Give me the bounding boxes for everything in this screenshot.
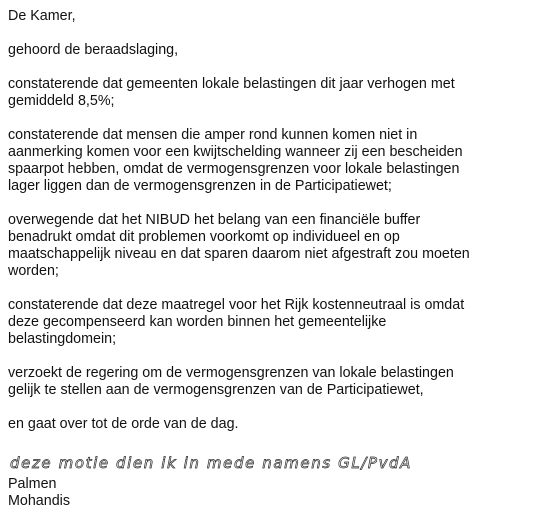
closing-clause: en gaat over tot de orde van de dag. — [8, 416, 239, 432]
text-line: gelijk te stellen aan de vermogensgrenzen van de Participatiewet, — [8, 382, 424, 398]
text-line: worden; — [8, 263, 59, 279]
heard-clause: gehoord de beraadslaging, — [8, 42, 179, 58]
text-line: maatschappelijk niveau en dat sparen daarom niet afgestraft zou moeten — [8, 246, 470, 262]
signatories — [8, 476, 70, 510]
text-line: overwegende dat het NIBUD het belang van een financiële buffer — [8, 212, 421, 228]
handwritten-note-text: deze motie dien ik in mede namens GL/PvdA — [10, 454, 413, 472]
text-line: belastingdomein; — [8, 331, 117, 347]
text-line: constaterende dat mensen die amper rond kunnen komen niet in — [8, 127, 418, 143]
signatory-name: Palmen — [8, 476, 57, 492]
request-clause — [8, 365, 530, 399]
consideration-4 — [8, 297, 530, 348]
text-line: lager liggen dan de vermogensgrenzen in de Participatiewet; — [8, 178, 392, 194]
text-line: constaterende dat gemeenten lokale belastingen dit jaar verhogen met — [8, 76, 455, 92]
text-line: aanmerking komen voor een kwijtschelding wanneer zij een bescheiden — [8, 144, 463, 160]
salutation: De Kamer, — [8, 8, 76, 24]
text-line: benadrukt omdat dit problemen voorkomt op individueel en op — [8, 229, 400, 245]
text-line: constaterende dat deze maatregel voor het Rijk kostenneutraal is omdat — [8, 297, 465, 313]
consideration-3 — [8, 212, 530, 280]
text-line: deze gecompenseerd kan worden binnen het gemeentelijke — [8, 314, 387, 330]
text-line: gemiddeld 8,5%; — [8, 93, 115, 109]
consideration-1 — [8, 76, 530, 110]
signatory-name: Mohandis — [8, 493, 70, 509]
text-line: verzoekt de regering om de vermogensgrenzen van lokale belastingen — [8, 365, 454, 381]
handwritten-note — [10, 452, 520, 474]
motion-document — [8, 8, 530, 433]
consideration-2 — [8, 127, 530, 195]
text-line: spaarpot hebben, omdat de vermogensgrenzen voor lokale belastingen — [8, 161, 460, 177]
